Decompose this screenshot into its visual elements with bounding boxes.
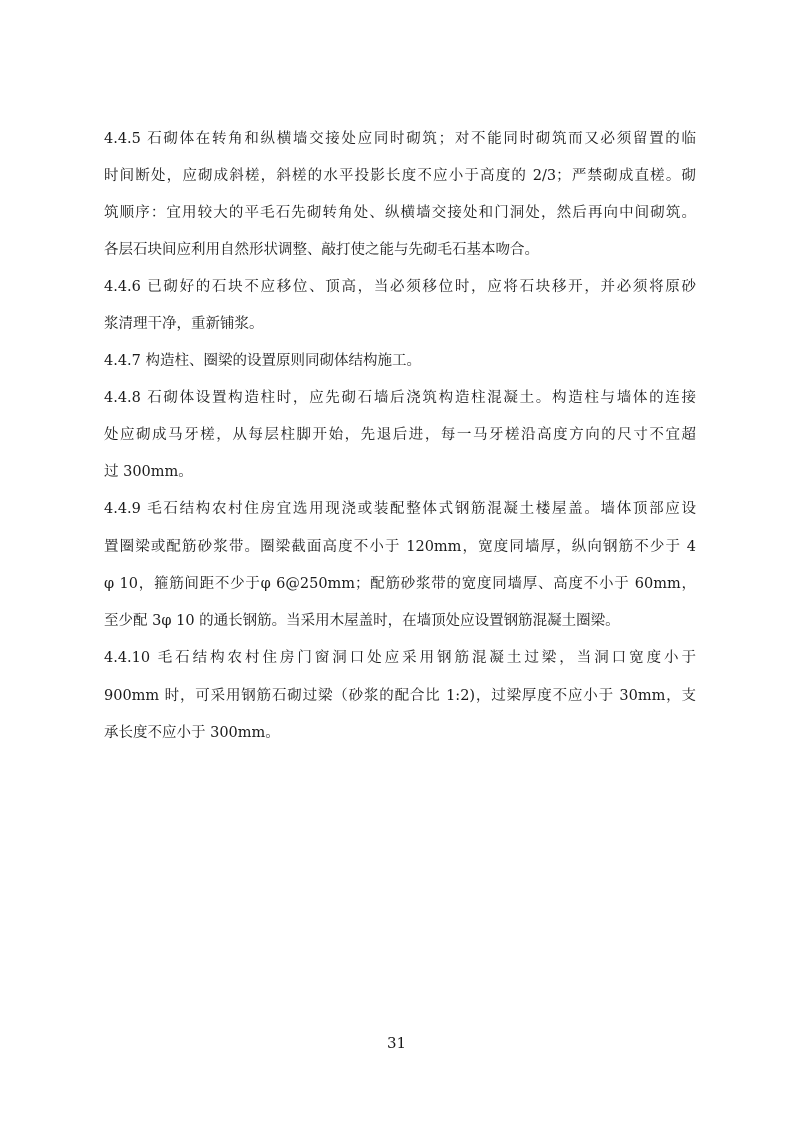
clause-4-4-7-line-1: 4.4.7 构造柱、圈梁的设置原则同砌体结构施工。 xyxy=(104,353,422,369)
clause-4-4-10-line-1: 4.4.10 毛石结构农村住房门窗洞口处应采用钢筋混凝土过梁，当洞口宽度小于 xyxy=(104,650,696,666)
clause-4-4-8-line-1: 4.4.8 石砌体设置构造柱时，应先砌石墙后浇筑构造柱混凝土。构造柱与墙体的连接 xyxy=(104,390,696,406)
clause-4-4-6-line-1: 4.4.6 已砌好的石块不应移位、顶高，当必须移位时，应将石块移开，并必须将原砂 xyxy=(104,279,696,295)
clause-4-4-5-line-2: 时间断处，应砌成斜槎，斜槎的水平投影长度不应小于高度的 2/3；严禁砌成直槎。砌 xyxy=(104,168,696,184)
clause-4-4-5-line-1: 4.4.5 石砌体在转角和纵横墙交接处应同时砌筑；对不能同时砌筑而又必须留置的临 xyxy=(104,131,696,147)
clause-4-4-8-line-3: 过 300mm。 xyxy=(104,464,193,480)
clause-4-4-9-line-3: φ 10，箍筋间距不少于φ 6@250mm；配筋砂浆带的宽度同墙厚、高度不小于 60mm， xyxy=(104,576,696,592)
clause-4-4-10-line-2: 900mm 时，可采用钢筋石砌过梁（砂浆的配合比 1:2)，过梁厚度不应小于 30mm，支 xyxy=(104,688,696,704)
clause-4-4-10-line-3: 承长度不应小于 300mm。 xyxy=(104,725,280,741)
clause-4-4-8-line-2: 处应砌成马牙槎，从每层柱脚开始，先退后进，每一马牙槎沿高度方向的尺寸不宜超 xyxy=(104,427,696,443)
clause-4-4-5-line-3: 筑顺序：宜用较大的平毛石先砌转角处、纵横墙交接处和门洞处，然后再向中间砌筑。 xyxy=(104,205,696,221)
clause-4-4-6-line-2: 浆清理干净，重新铺浆。 xyxy=(104,316,264,332)
clause-4-4-9-line-4: 至少配 3φ 10 的通长钢筋。当采用木屋盖时，在墙顶处应设置钢筋混凝土圈梁。 xyxy=(104,613,620,629)
clause-4-4-9-line-2: 置圈梁或配筋砂浆带。圈梁截面高度不小于 120mm，宽度同墙厚，纵向钢筋不少于 4 xyxy=(104,539,696,555)
page-number: 31 xyxy=(386,1034,407,1052)
clause-4-4-9-line-1: 4.4.9 毛石结构农村住房宜选用现浇或装配整体式钢筋混凝土楼屋盖。墙体顶部应设 xyxy=(104,501,696,517)
clause-4-4-5-line-4: 各层石块间应利用自然形状调整、敲打使之能与先砌毛石基本吻合。 xyxy=(104,242,539,258)
